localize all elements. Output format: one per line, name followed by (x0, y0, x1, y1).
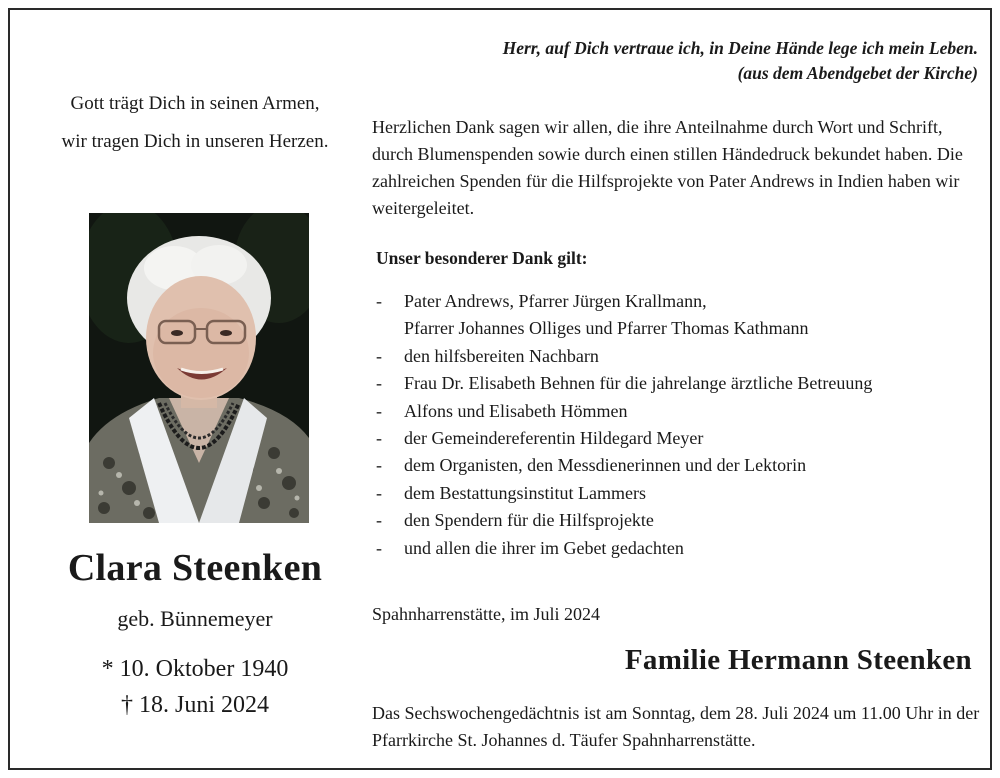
list-dash: - (376, 428, 382, 449)
place-date: Spahnharrenstätte, im Juli 2024 (372, 604, 600, 624)
death-date: † 18. Juni 2024 (120, 692, 269, 718)
portrait-illustration (89, 213, 309, 523)
obituary-frame (8, 8, 992, 770)
motto (30, 85, 360, 161)
verse-line-1: Herr, auf Dich vertraue ich, in Deine Hände lege ich mein Leben. (502, 38, 978, 58)
list-item: - Alfons und Elisabeth Hömmen (372, 398, 978, 425)
thanks-paragraph: Herzlichen Dank sagen wir allen, die ihre Anteilnahme durch Wort und Schrift, durch Blumenspenden sowie durch einen stillen Händedruck bekundet haben. Die zahlreichen Spenden für die Hilfsprojekte von Pater Andrews in Indien haben wir weitergeleitet. (372, 117, 963, 218)
list-dash: - (376, 537, 382, 558)
motto-line-1: Gott trägt Dich in seinen Armen, (70, 93, 320, 114)
list-dash: - (376, 291, 382, 311)
motto-line-2: wir tragen Dich in unseren Herzen. (61, 131, 329, 152)
list-item: - den Spendern für die Hilfsprojekte (372, 507, 978, 534)
list-dash: - (376, 482, 382, 503)
birth-date: * 10. Oktober 1940 (101, 656, 289, 682)
list-item: - und allen die ihrer im Gebet gedachten (372, 535, 978, 562)
deceased-name: Clara Steenken (67, 547, 323, 589)
special-thanks-heading: Unser besonderer Dank gilt: (376, 248, 588, 268)
list-item: Pfarrer Johannes Olliges und Pfarrer Thomas Kathmann (404, 318, 809, 339)
list-item: - dem Organisten, den Messdienerinnen und der Lektorin (372, 452, 978, 479)
list-dash: - (376, 345, 382, 366)
list-item: - Frau Dr. Elisabeth Behnen für die jahrelange ärztliche Betreuung (372, 370, 978, 397)
portrait-photo (89, 213, 309, 523)
list-dash: - (376, 373, 382, 394)
list-item: - dem Bestattungsinstitut Lammers (372, 480, 978, 507)
birth-name: geb. Bünnemeyer (117, 606, 273, 631)
list-dash: - (376, 455, 382, 476)
list-dash: - (376, 400, 382, 421)
memorial-service-note: Das Sechswochengedächtnis ist am Sonntag, dem 28. Juli 2024 um 11.00 Uhr in der Pfarrkirche St. Johannes d. Täufer Spahnharrenstätte. (372, 703, 980, 750)
family-signature: Familie Hermann Steenken (624, 644, 972, 676)
list-dash: - (376, 510, 382, 531)
life-dates (30, 651, 360, 723)
list-item: - Pater Andrews, Pfarrer Jürgen Krallmann, (372, 288, 978, 315)
list-item: - der Gemeindereferentin Hildegard Meyer (372, 425, 978, 452)
bible-verse (503, 36, 978, 86)
list-item: - den hilfsbereiten Nachbarn (372, 343, 978, 370)
verse-source: (aus dem Abendgebet der Kirche) (737, 63, 978, 83)
thanks-list (372, 288, 978, 562)
